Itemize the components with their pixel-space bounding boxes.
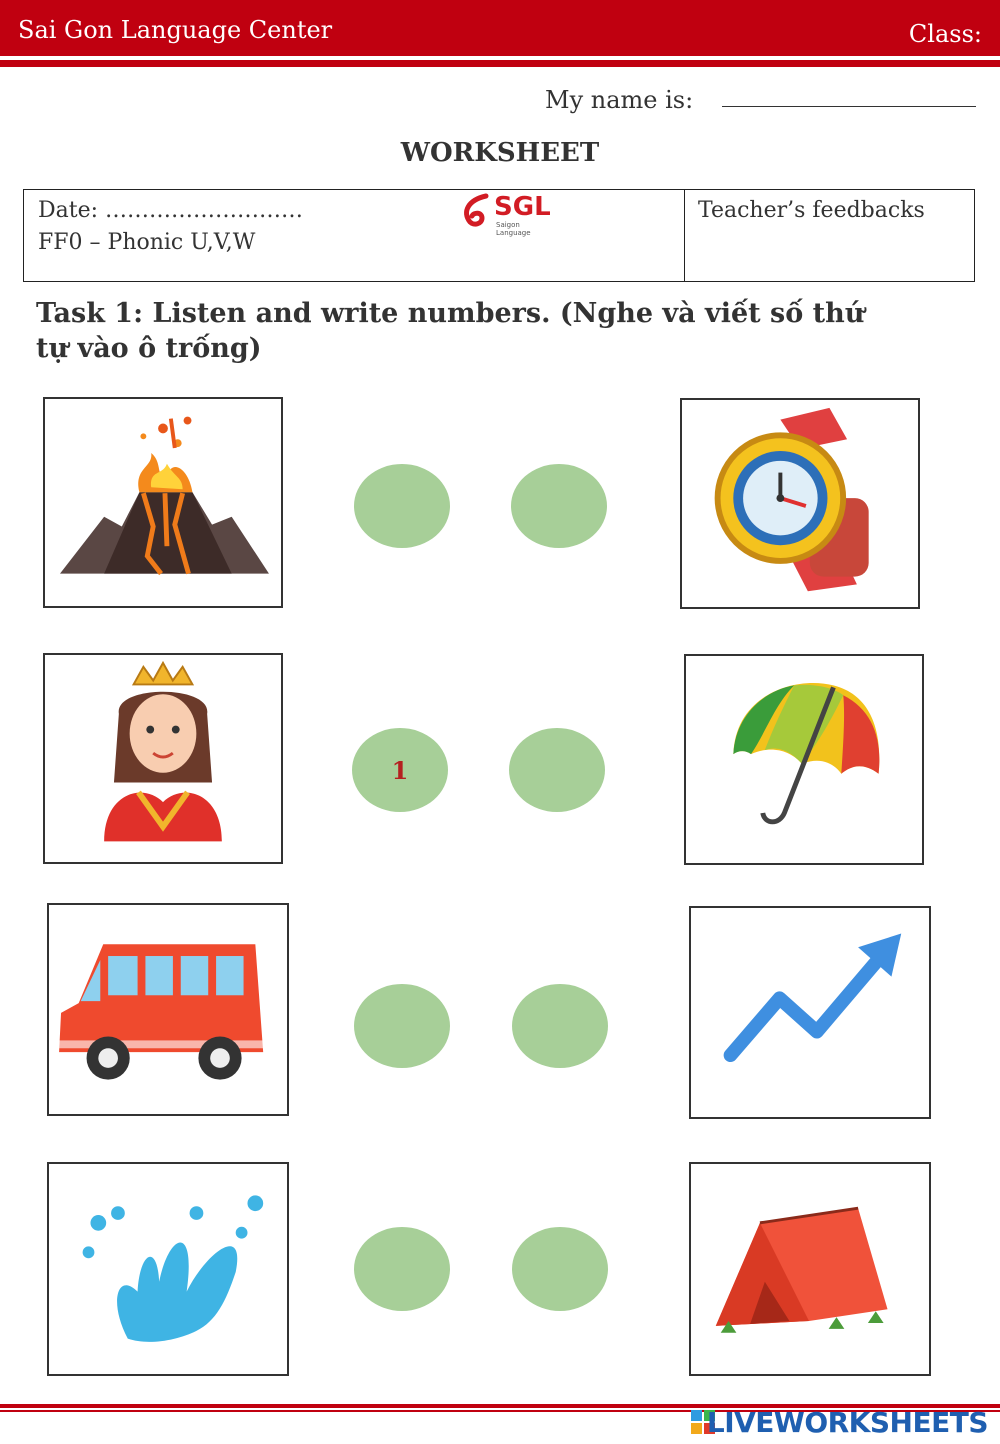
picture-tent[interactable] xyxy=(689,1162,931,1376)
picture-volcano[interactable] xyxy=(43,397,283,608)
logo-subtext: Saigon Language xyxy=(496,221,531,237)
up-arrow-icon xyxy=(691,908,929,1117)
liveworksheets-brand: LIVEWORKSHEETS xyxy=(706,1406,988,1439)
queen-icon xyxy=(45,655,281,862)
watch-icon xyxy=(682,400,918,607)
answer-circle-umbrella[interactable] xyxy=(509,728,605,812)
answer-circle-watch[interactable] xyxy=(511,464,607,548)
task-line-1: Task 1: Listen and write numbers. (Nghe và viết số thứ xyxy=(36,298,865,329)
logo-text: SGL xyxy=(494,192,551,222)
answer-circle-volcano[interactable] xyxy=(354,464,450,548)
class-label: Class: xyxy=(908,20,982,48)
info-divider xyxy=(684,190,685,281)
feedback-label: Teacher’s feedbacks xyxy=(698,198,925,223)
answer-circle-van[interactable] xyxy=(354,984,450,1068)
picture-watch[interactable] xyxy=(680,398,920,609)
answer-circle-water[interactable] xyxy=(354,1227,450,1311)
picture-van[interactable] xyxy=(47,903,289,1116)
picture-up-arrow[interactable] xyxy=(689,906,931,1119)
name-label: My name is: xyxy=(545,86,694,114)
picture-queen[interactable] xyxy=(43,653,283,864)
water-splash-icon xyxy=(49,1164,287,1374)
sgl-logo xyxy=(456,190,556,237)
picture-umbrella[interactable] xyxy=(684,654,924,865)
tent-icon xyxy=(691,1164,929,1374)
answer-circle-queen[interactable]: 1 xyxy=(352,728,448,812)
answer-circle-up-arrow[interactable] xyxy=(512,984,608,1068)
picture-water-splash[interactable] xyxy=(47,1162,289,1376)
van-icon xyxy=(49,905,287,1114)
answer-circle-tent[interactable] xyxy=(512,1227,608,1311)
info-box xyxy=(23,189,975,282)
task-instruction xyxy=(36,296,916,366)
sgl-logo-mark-icon xyxy=(456,190,496,234)
center-name: Sai Gon Language Center xyxy=(18,16,333,44)
task-line-2: tự vào ô trống) xyxy=(36,333,262,364)
umbrella-icon xyxy=(686,656,922,863)
name-input-line[interactable] xyxy=(722,106,976,107)
date-field: Date: ……………………… xyxy=(38,198,304,223)
volcano-icon xyxy=(45,399,281,606)
header-divider xyxy=(0,60,1000,67)
page-title: WORKSHEET xyxy=(400,138,600,168)
lesson-title: FF0 – Phonic U,V,W xyxy=(38,230,256,255)
